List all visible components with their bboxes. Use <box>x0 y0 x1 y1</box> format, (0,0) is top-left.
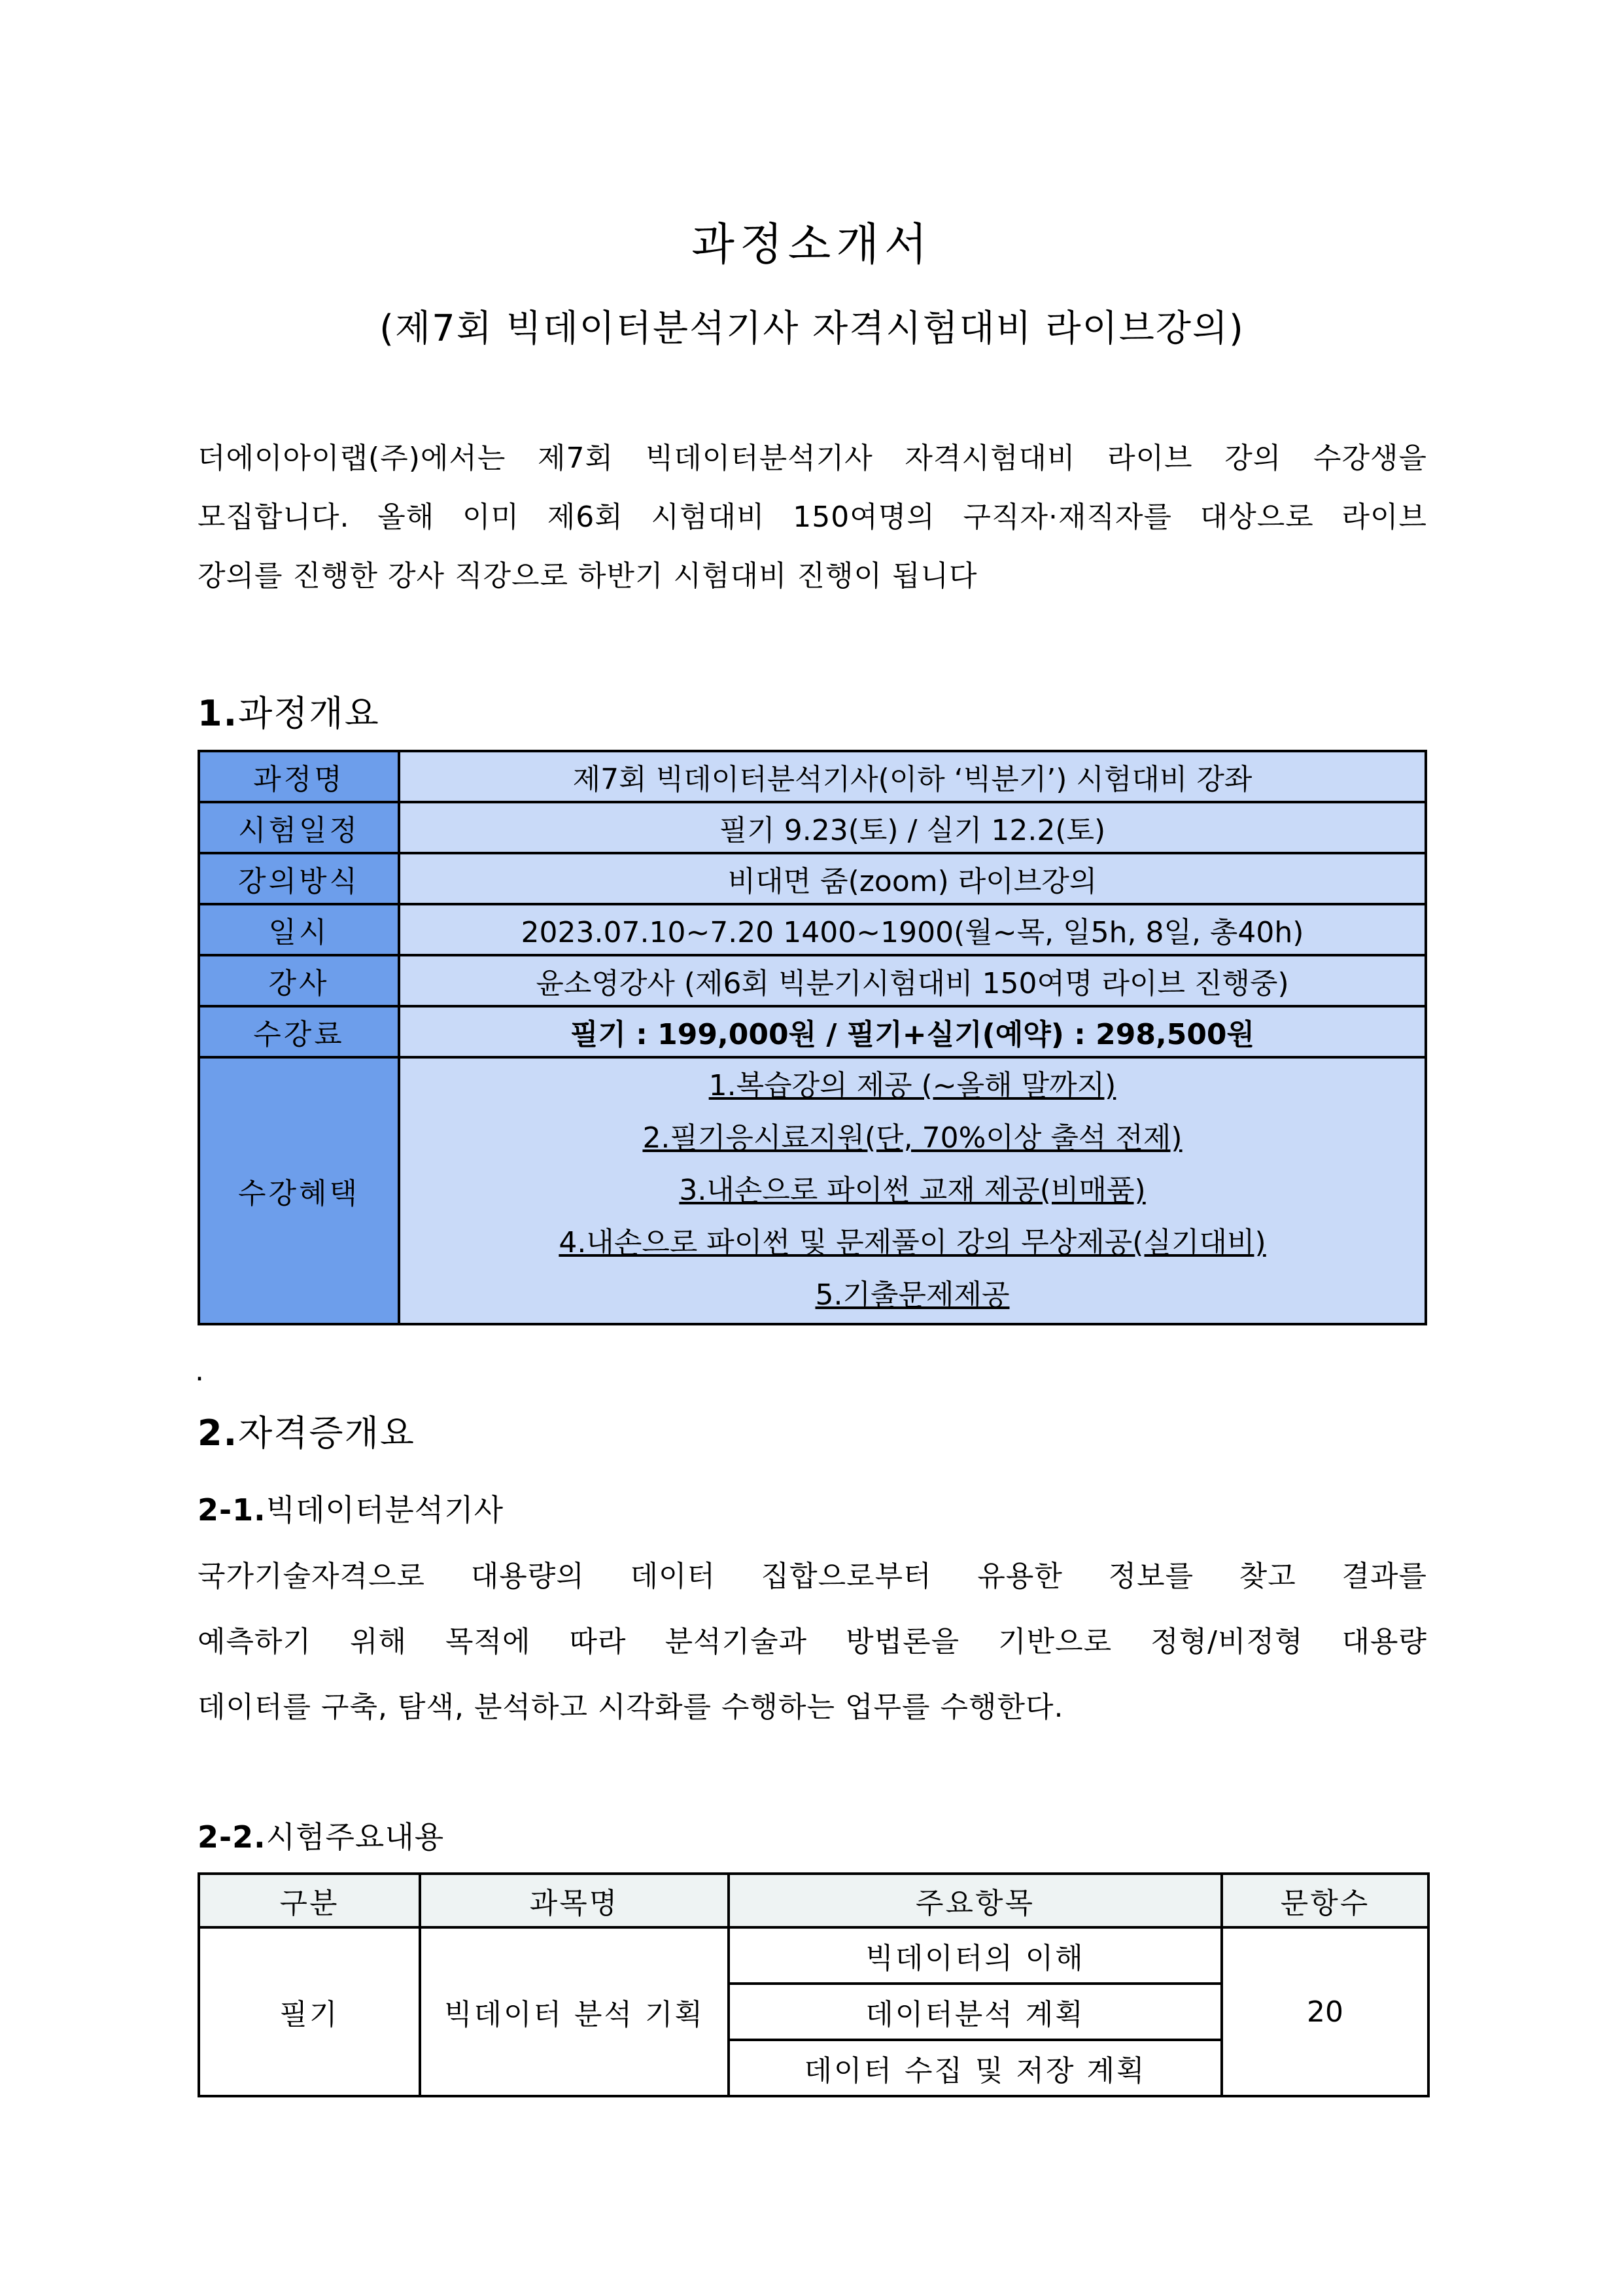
table-row <box>199 1927 1428 1984</box>
section-1-heading <box>198 686 380 736</box>
benefit-item: 4.내손으로 파이썬 및 문제풀이 강의 무상제공(실기대비) <box>559 1226 1266 1259</box>
subsection-2-1-label: 빅데이터분석기사 <box>266 1492 504 1528</box>
header-cell: 주요항목 <box>729 1874 1222 1927</box>
item-cell: 데이터분석 계획 <box>729 1984 1222 2040</box>
row-value: 2023.07.10~7.20 1400~1900(월~목, 일5h, 8일, 총40h) <box>399 904 1426 955</box>
benefits-list <box>399 1057 1426 1324</box>
row-key: 과정명 <box>199 751 399 802</box>
subsection-2-1-heading <box>198 1486 504 1530</box>
row-value: 제7회 빅데이터분석기사(이하 ‘빅분기’) 시험대비 강좌 <box>399 751 1426 802</box>
row-value: 비대면 줌(zoom) 라이브강의 <box>399 853 1426 904</box>
subsection-2-2-heading <box>198 1813 444 1857</box>
subsection-2-2-number: 2-2. <box>198 1819 266 1855</box>
table-row <box>199 751 1426 802</box>
intro-line: 더에이아이랩(주)에서는 제7회 빅데이터분석기사 자격시험대비 라이브 강의 수강생을 <box>198 442 1427 475</box>
subject-cell: 빅데이터 분석 기획 <box>420 1927 729 2096</box>
benefit-item: 3.내손으로 파이썬 교재 제공(비매품) <box>679 1174 1146 1207</box>
benefit-item: 1.복습강의 제공 (~올해 말까지) <box>708 1069 1116 1102</box>
benefits-key: 수강혜택 <box>199 1057 399 1324</box>
table-row <box>199 1006 1426 1057</box>
row-key: 수강료 <box>199 1006 399 1057</box>
category-cell: 필기 <box>199 1927 420 2096</box>
table-row <box>199 802 1426 853</box>
table-row <box>199 1057 1426 1324</box>
benefit-item: 2.필기응시료지원(단, 70%이상 출석 전제) <box>642 1121 1183 1155</box>
section-2-heading <box>198 1405 415 1456</box>
benefit-item: 5.기출문제제공 <box>815 1278 1010 1312</box>
description-line: 예측하기 위해 목적에 따라 분석기술과 방법론을 기반으로 정형/비정형 대용량 <box>198 1625 1427 1658</box>
table-row <box>199 904 1426 955</box>
row-key: 강사 <box>199 955 399 1006</box>
row-value: 필기 9.23(토) / 실기 12.2(토) <box>399 802 1426 853</box>
intro-line: 강의를 진행한 강사 직강으로 하반기 시험대비 진행이 됩니다 <box>198 559 978 593</box>
item-cell: 데이터 수집 및 저장 계획 <box>729 2040 1222 2096</box>
header-cell: 문항수 <box>1222 1874 1428 1927</box>
row-value: 윤소영강사 (제6회 빅분기시험대비 150여명 라이브 진행중) <box>399 955 1426 1006</box>
table-header-row <box>199 1874 1428 1927</box>
item-cell: 빅데이터의 이해 <box>729 1927 1222 1984</box>
section-1-number: 1. <box>198 693 239 734</box>
table-row <box>199 955 1426 1006</box>
page-title: 과정소개서 <box>691 219 933 271</box>
description-line: 국가기술자격으로 대용량의 데이터 집합으로부터 유용한 정보를 찾고 결과를 <box>198 1560 1427 1593</box>
section-2-label: 자격증개요 <box>238 1412 415 1454</box>
trailing-dot: . <box>195 1354 204 1388</box>
header-cell: 구분 <box>199 1874 420 1927</box>
description-line: 데이터를 구축, 탐색, 분석하고 시각화를 수행하는 업무를 수행한다. <box>198 1691 1064 1724</box>
page-subtitle: (제7회 빅데이터분석기사 자격시험대비 라이브강의) <box>379 307 1245 350</box>
subsection-2-2-label: 시험주요내용 <box>266 1819 445 1855</box>
section-1-label: 과정개요 <box>238 693 380 734</box>
section-2-number: 2. <box>198 1412 239 1454</box>
row-key: 시험일정 <box>199 802 399 853</box>
course-overview-table <box>198 750 1427 1325</box>
intro-paragraph <box>198 429 1427 606</box>
certification-description <box>198 1544 1427 1740</box>
exam-content-table <box>198 1872 1430 2097</box>
subsection-2-1-number: 2-1. <box>198 1492 266 1528</box>
row-key: 일시 <box>199 904 399 955</box>
header-cell: 과목명 <box>420 1874 729 1927</box>
count-cell: 20 <box>1222 1927 1428 2096</box>
row-key: 강의방식 <box>199 853 399 904</box>
intro-line: 모집합니다. 올해 이미 제6회 시험대비 150여명의 구직자·재직자를 대상으로 라이브 <box>198 500 1427 534</box>
table-row <box>199 853 1426 904</box>
tuition-value: 필기 : 199,000원 / 필기+실기(예약) : 298,500원 <box>399 1006 1426 1057</box>
